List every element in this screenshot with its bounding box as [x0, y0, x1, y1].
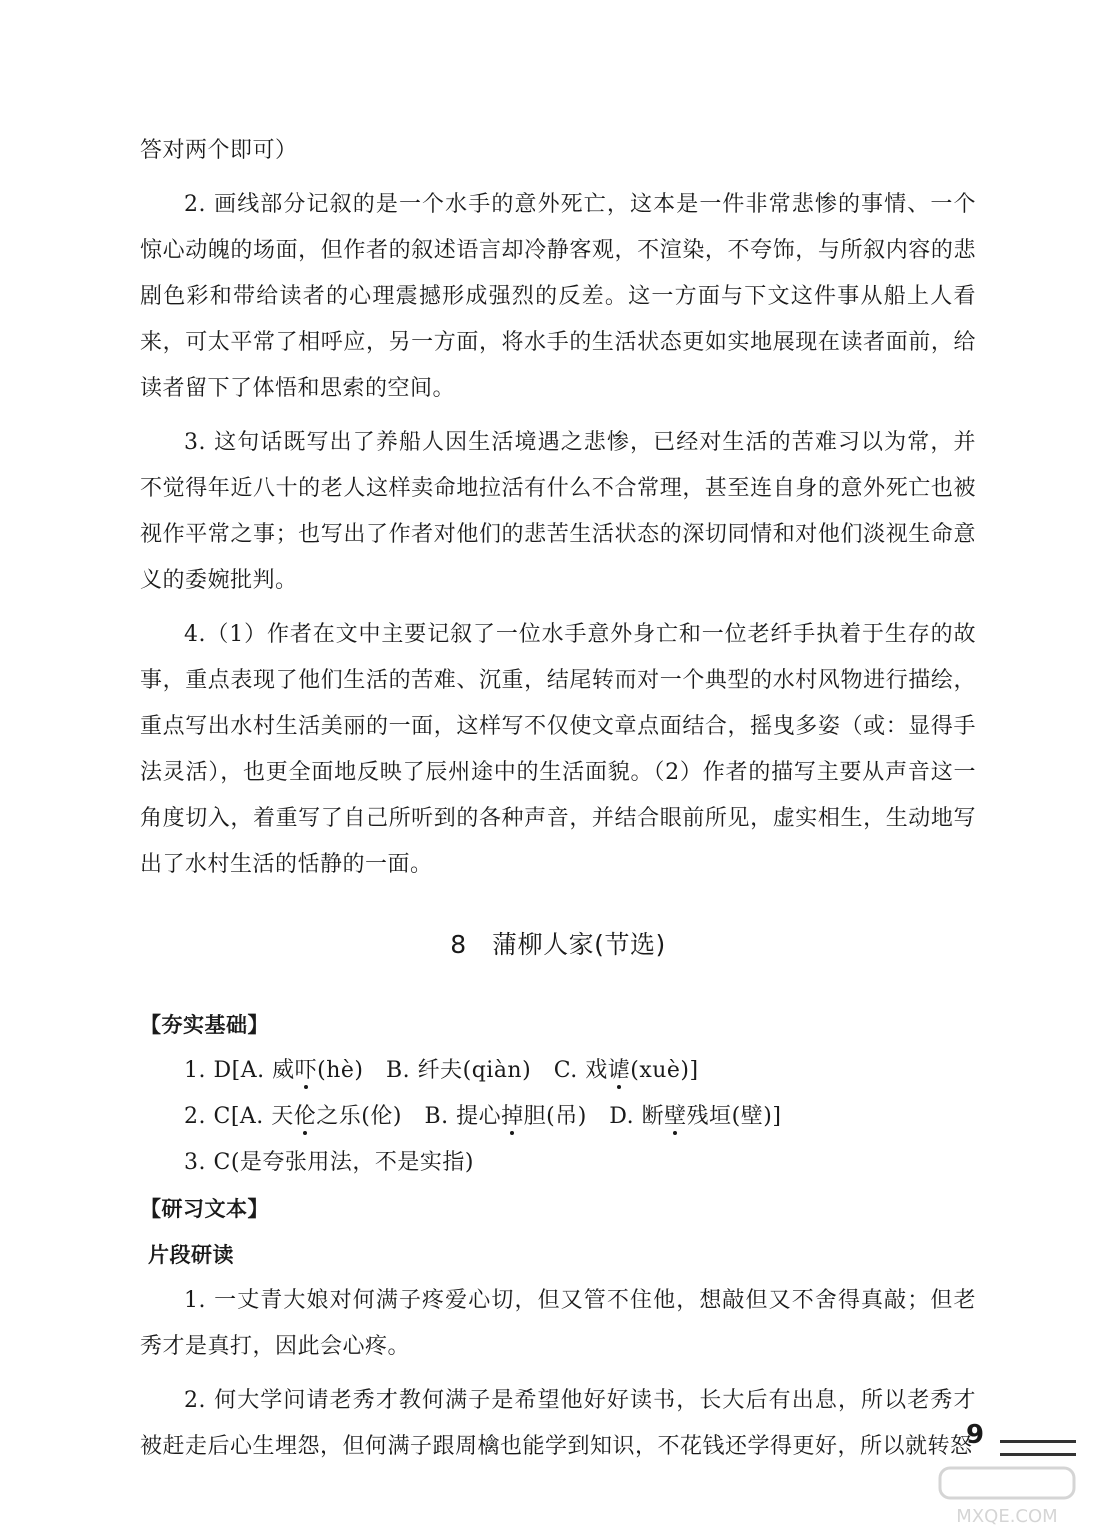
page-number: 9 — [966, 1420, 985, 1450]
watermark-shape — [940, 1468, 1074, 1498]
answer-2: 2. 画线部分记叙的是一个水手的意外死亡，这本是一件非常悲惨的事情、一个惊心动魄的场面，但作者的叙述语言却冷静客观，不渲染，不夸饰，与所叙内容的悲剧色彩和带给读者的心理震撼形成强烈的反差。这一方面与下文这件事从船上人看来，可太平常了相呼应，另一方面，将水手的生活状态更如实地展现在读者面前，给读者留下了体悟和思索的空间。 — [140, 192, 976, 401]
fragment-heading: 片段研读 — [148, 1243, 234, 1267]
watermark-text: MXQE.COM — [956, 1506, 1058, 1527]
answer-3: 3. 这句话既写出了养船人因生活境遇之悲惨，已经对生活的苦难习以为常，并不觉得年近八十的老人这样卖命地拉活有什么不合常理，甚至连自身的意外死亡也被视作平常之事；也写出了作者对他们的悲苦生活状态的深切同情和对他们淡视生命意义的委婉批判。 — [140, 430, 976, 593]
page-content — [140, 128, 976, 1470]
basics-heading: 【夯实基础】 — [140, 1013, 269, 1037]
basics-item-2: 2. C[A. 天伦之乐(伦) B. 提心掉胆(吊) D. 断壁残垣(壁)] — [184, 1104, 782, 1129]
basics-item-1: 1. D[A. 威吓(hè) B. 纤夫(qiàn) C. 戏谑(xuè)] — [184, 1058, 699, 1083]
watermark-logo — [932, 1462, 1082, 1528]
continuation-text: 答对两个即可） — [140, 138, 298, 163]
fragment-answer-2: 2. 何大学问请老秀才教何满子是希望他好好读书，长大后有出息，所以老秀才被赶走后心生埋怨，但何满子跟周檎也能学到知识，不花钱还学得更好，所以就转怒 — [140, 1388, 976, 1459]
fragment-answer-1: 1. 一丈青大娘对何满子疼爱心切，但又管不住他，想敲但又不舍得真敲；但老秀才是真打，因此会心疼。 — [140, 1288, 976, 1359]
basics-item-3: 3. C(是夸张用法，不是实指) — [184, 1150, 474, 1175]
page-number-bar — [1000, 1440, 1076, 1456]
answer-4: 4.（1）作者在文中主要记叙了一位水手意外身亡和一位老纤手执着于生存的故事，重点表现了他们生活的苦难、沉重，结尾转而对一个典型的水村风物进行描绘，重点写出水村生活美丽的一面，这样写不仅使文章点面结合，摇曳多姿（或：显得手法灵活），也更全面地反映了辰州途中的生活面貌。（2）作者的描写主要从声音这一角度切入，着重写了自己所听到的各种声音，并结合眼前所见，虚实相生，生动地写出了水村生活的恬静的一面。 — [140, 622, 976, 877]
study-heading: 【研习文本】 — [140, 1197, 269, 1221]
section-title: 8 蒲柳人家(节选) — [450, 930, 666, 959]
